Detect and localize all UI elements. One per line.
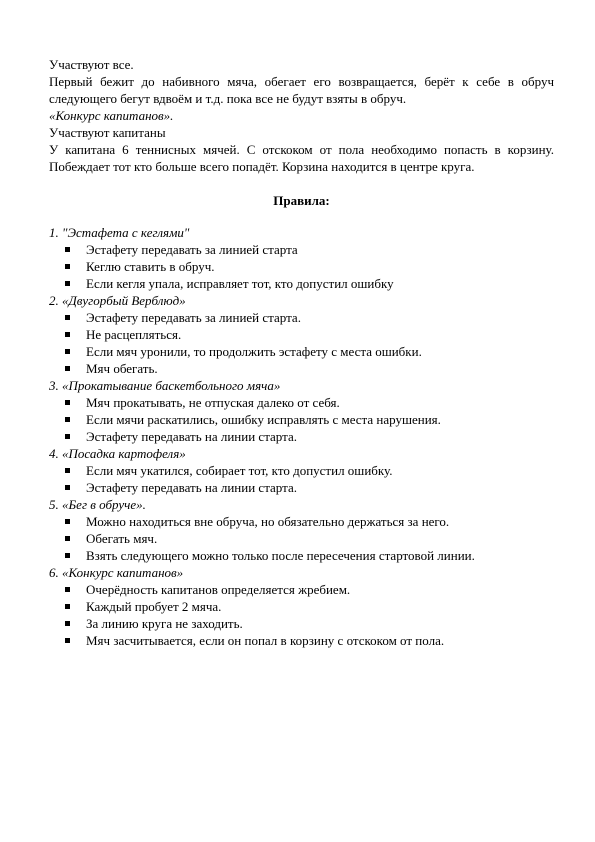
square-bullet-icon [65, 400, 70, 405]
rule-item [49, 343, 554, 360]
rule-list [49, 241, 554, 292]
square-bullet-icon [65, 332, 70, 337]
rule-section-title: 1. "Эстафета с кеглями" [49, 225, 190, 240]
rule-section-title: 2. «Двугорбый Верблюд» [49, 293, 186, 308]
rule-list [49, 462, 554, 496]
square-bullet-icon [65, 468, 70, 473]
rule-section [49, 224, 554, 292]
rule-text: За линию круга не заходить. [86, 616, 243, 631]
square-bullet-icon [65, 349, 70, 354]
rule-list [49, 394, 554, 445]
square-bullet-icon [65, 417, 70, 422]
rule-section [49, 564, 554, 649]
square-bullet-icon [65, 519, 70, 524]
intro-relay-description: Первый бежит до набивного мяча, обегает его возвращается, берёт к себе в обруч следующего бегут вдвоём и т.д. пока все не будут взяты в обруч. [49, 74, 554, 106]
rule-list [49, 309, 554, 377]
rule-text: Эстафету передавать за линией старта [86, 242, 298, 257]
square-bullet-icon [65, 281, 70, 286]
rule-item [49, 428, 554, 445]
rule-item [49, 258, 554, 275]
rule-text: Мяч прокатывать, не отпуская далеко от себя. [86, 395, 340, 410]
intro-participants-all: Участвуют все. [49, 57, 134, 72]
rule-text: Если кегля упала, исправляет тот, кто допустил ошибку [86, 276, 394, 291]
rule-text: Можно находиться вне обруча, но обязательно держаться за него. [86, 514, 450, 529]
rule-text: Мяч обегать. [86, 361, 158, 376]
rule-item [49, 513, 554, 530]
rule-item [49, 547, 554, 564]
rule-section [49, 496, 554, 564]
rule-item [49, 411, 554, 428]
square-bullet-icon [65, 434, 70, 439]
square-bullet-icon [65, 587, 70, 592]
rule-section [49, 445, 554, 496]
square-bullet-icon [65, 604, 70, 609]
rule-text: Если мячи раскатились, ошибку исправлять с места нарушения. [86, 412, 441, 427]
rule-text: Если мяч уронили, то продолжить эстафету с места ошибки. [86, 344, 422, 359]
rule-item [49, 598, 554, 615]
rule-section-title: 4. «Посадка картофеля» [49, 446, 186, 461]
rule-item [49, 309, 554, 326]
square-bullet-icon [65, 485, 70, 490]
rule-item [49, 462, 554, 479]
rules-heading: Правила: [273, 193, 330, 208]
square-bullet-icon [65, 536, 70, 541]
rules-sections [49, 224, 554, 649]
rule-item [49, 326, 554, 343]
rule-text: Эстафету передавать за линией старта. [86, 310, 301, 325]
rule-text: Не расцепляться. [86, 327, 182, 342]
rule-section-title: 3. «Прокатывание баскетбольного мяча» [49, 378, 281, 393]
rule-text: Эстафету передавать на линии старта. [86, 480, 297, 495]
intro-participants-captains: Участвуют капитаны [49, 125, 166, 140]
rule-text: Очерёдность капитанов определяется жребием. [86, 582, 351, 597]
rule-text: Каждый пробует 2 мяча. [86, 599, 222, 614]
rule-item [49, 632, 554, 649]
square-bullet-icon [65, 553, 70, 558]
square-bullet-icon [65, 621, 70, 626]
rule-list [49, 513, 554, 564]
rule-section-title: 6. «Конкурс капитанов» [49, 565, 184, 580]
rule-item [49, 581, 554, 598]
rule-text: Эстафету передавать на линии старта. [86, 429, 297, 444]
square-bullet-icon [65, 264, 70, 269]
rule-item [49, 394, 554, 411]
rule-item [49, 275, 554, 292]
rule-section [49, 377, 554, 445]
rule-section-title: 5. «Бег в обруче». [49, 497, 146, 512]
rule-list [49, 581, 554, 649]
square-bullet-icon [65, 315, 70, 320]
rule-text: Мяч засчитывается, если он попал в корзину с отскоком от пола. [86, 633, 445, 648]
square-bullet-icon [65, 366, 70, 371]
rule-item [49, 615, 554, 632]
rule-text: Обегать мяч. [86, 531, 158, 546]
rule-item [49, 530, 554, 547]
square-bullet-icon [65, 638, 70, 643]
intro-captains-contest-description: У капитана 6 теннисных мячей. С отскоком от пола необходимо попасть в корзину. Побеждает тот кто больше всего попадёт. Корзина находится в центре круга. [49, 142, 554, 174]
rule-text: Кеглю ставить в обруч. [86, 259, 215, 274]
document-page [49, 56, 554, 649]
intro-captains-contest-title: «Конкурс капитанов». [49, 108, 174, 123]
rule-item [49, 479, 554, 496]
rule-text: Если мяч укатился, собирает тот, кто допустил ошибку. [86, 463, 393, 478]
square-bullet-icon [65, 247, 70, 252]
rule-section [49, 292, 554, 377]
rule-text: Взять следующего можно только после пересечения стартовой линии. [86, 548, 475, 563]
rule-item [49, 241, 554, 258]
rule-item [49, 360, 554, 377]
